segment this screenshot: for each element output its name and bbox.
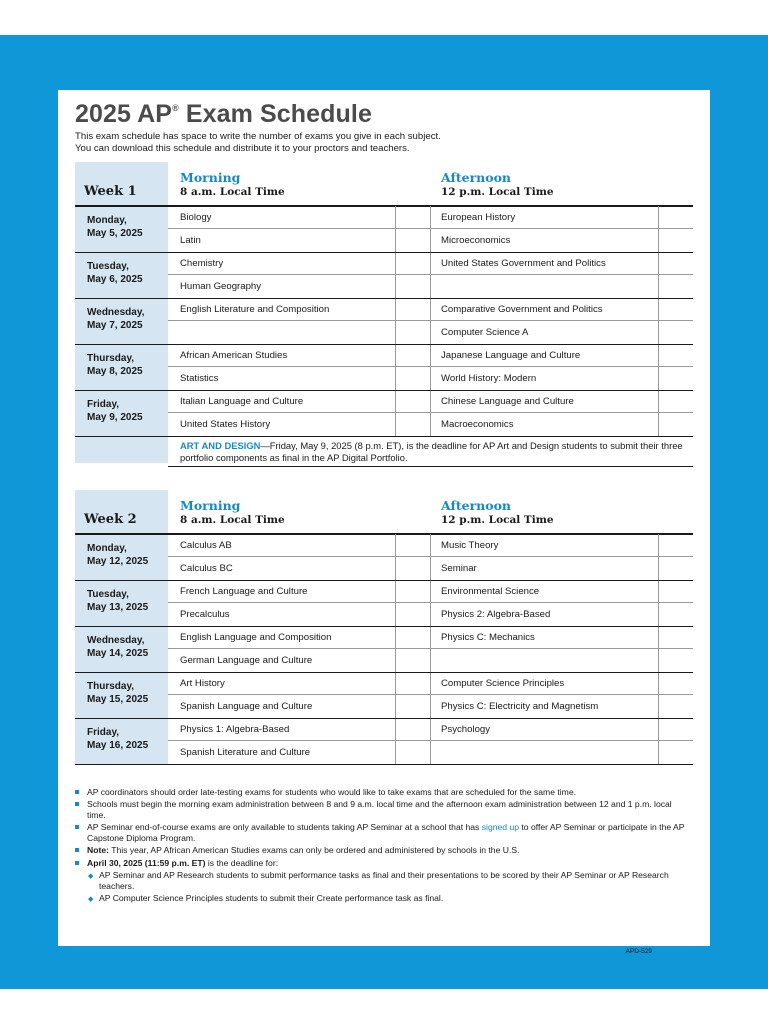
morning-title: Morning [180,170,241,185]
column-divider [395,206,396,252]
morning-count-box[interactable] [397,603,429,626]
day-rule [75,626,693,627]
morning-exam: Calculus BC [180,563,233,574]
schedule-page [58,90,710,955]
morning-header [180,498,285,527]
day-label [87,214,165,240]
day-name: Tuesday, [87,261,129,272]
table-bottom-rule [168,466,693,467]
art-design-text: —Friday, May 9, 2025 (8 p.m. ET), is the deadline for AP Art and Design students to submit their three portfolio components as final in the AP Digital Portfolio. [180,440,683,463]
morning-count-box[interactable] [397,344,429,367]
day-label [87,352,165,378]
sub-note-text: AP Computer Science Principles students to submit their Create performance task as final. [99,893,444,904]
note-late-testing [75,787,690,798]
column-divider [395,252,396,298]
afternoon-count-box[interactable] [658,534,692,557]
afternoon-exam: European History [441,212,516,223]
column-divider [395,626,396,672]
morning-exam: English Language and Composition [180,632,332,643]
notes-list [75,787,690,905]
day-row [75,718,693,764]
afternoon-count-box[interactable] [658,344,692,367]
afternoon-count-box[interactable] [658,672,692,695]
morning-count-box[interactable] [397,741,429,764]
morning-time: 8 a.m. Local Time [180,514,285,526]
afternoon-exam: Chinese Language and Culture [441,396,574,407]
note-text: Schools must begin the morning exam administration between 8 and 9 a.m. local time and the afternoon exam administration between 12 and 1 p.m. local time. [87,799,672,821]
column-divider [430,344,431,390]
day-rule [75,390,693,391]
sub-note-text: AP Seminar and AP Research students to submit performance tasks as final and their presentations to be scored by their AP Seminar or AP Research teachers. [99,870,669,891]
afternoon-exam [441,741,656,764]
week-2-table [75,490,693,764]
column-divider [430,298,431,344]
day-row [75,626,693,672]
afternoon-count-box[interactable] [658,206,692,229]
title-main: 2025 AP [75,100,173,128]
afternoon-count-box[interactable] [658,390,692,413]
morning-exam: United States History [180,419,271,430]
column-divider [395,298,396,344]
column-divider [658,390,659,436]
column-divider [658,534,659,580]
column-divider [658,206,659,252]
morning-exam: Spanish Language and Culture [180,701,313,712]
afternoon-exam: Environmental Science [441,586,540,597]
morning-exam: German Language and Culture [180,655,313,666]
morning-count-box[interactable] [397,580,429,603]
morning-exam: Art History [180,678,225,689]
morning-exam: Physics 1: Algebra-Based [180,724,290,735]
intro-text [75,131,675,155]
note-african-american-studies [75,845,690,856]
morning-exam: African American Studies [180,350,288,361]
week-1-table [75,162,693,463]
day-name: Friday, [87,399,120,410]
day-row [75,206,693,252]
column-divider [658,672,659,718]
note-text: to offer AP Seminar or participate in the AP Capstone Diploma Program. [87,822,685,844]
morning-count-box[interactable] [397,626,429,649]
day-date: May 8, 2025 [87,366,143,377]
afternoon-count-box[interactable] [658,603,692,626]
column-divider [395,534,396,580]
morning-exam: Chemistry [180,258,224,269]
column-divider [658,252,659,298]
day-row [75,252,693,298]
day-label [87,726,165,752]
day-rule [75,252,693,253]
day-name: Wednesday, [87,635,145,646]
afternoon-count-box[interactable] [658,229,692,252]
note-text: AP Seminar end-of-course exams are only available to students taking AP Seminar at a school that has [87,822,482,833]
day-date: May 15, 2025 [87,694,149,705]
day-date: May 6, 2025 [87,274,143,285]
afternoon-exam: Japanese Language and Culture [441,350,581,361]
afternoon-title: Afternoon [441,170,512,185]
bullet-square-icon [75,790,79,794]
day-date: May 16, 2025 [87,740,149,751]
morning-exam: Precalculus [180,609,230,620]
day-name: Tuesday, [87,589,129,600]
morning-count-box[interactable] [397,557,429,580]
afternoon-exam: Physics C: Electricity and Magnetism [441,701,599,712]
morning-count-box[interactable] [397,718,429,741]
day-date: May 7, 2025 [87,320,143,331]
day-row [75,534,693,580]
column-divider [395,344,396,390]
day-rule [75,764,693,765]
note-text: is the deadline for: [205,857,279,868]
column-divider [658,580,659,626]
afternoon-count-box[interactable] [658,626,692,649]
bullet-square-icon [75,802,79,806]
morning-count-box[interactable] [397,672,429,695]
afternoon-exam: Computer Science Principles [441,678,565,689]
morning-exam: English Literature and Composition [180,304,330,315]
afternoon-exam: Psychology [441,724,491,735]
diamond-bullet-icon: ◆ [88,873,94,881]
morning-exam: Spanish Literature and Culture [180,747,311,758]
intro-line-1: This exam schedule has space to write the number of exams you give in each subject. [75,131,441,142]
day-date: May 14, 2025 [87,648,149,659]
afternoon-exam: Macroeconomics [441,419,514,430]
deadline-date: April 30, 2025 (11:59 p.m. ET) [87,857,206,868]
morning-count-box[interactable] [397,206,429,229]
morning-exam: Human Geography [180,281,262,292]
day-name: Monday, [87,215,127,226]
day-row [75,298,693,344]
bullet-square-icon [75,861,79,865]
day-label [87,398,165,424]
day-label [87,306,165,332]
column-divider [395,580,396,626]
week-label: Week 2 [84,512,137,527]
afternoon-exam: Computer Science A [441,327,529,338]
afternoon-count-box[interactable] [658,275,692,298]
document-code: APD-529 [625,948,652,955]
column-divider [430,252,431,298]
day-rule [75,580,693,581]
art-design-label: ART AND DESIGN [180,440,261,451]
morning-header [180,170,285,199]
note-ap-seminar [75,822,690,844]
morning-exam: Latin [180,235,201,246]
afternoon-count-box[interactable] [658,718,692,741]
day-label [87,260,165,286]
column-divider [395,390,396,436]
column-divider [658,298,659,344]
morning-exam: Biology [180,212,212,223]
morning-exam [180,321,395,344]
title-rest: Exam Schedule [178,100,372,128]
note-april-deadline [75,858,690,869]
note-text: AP coordinators should order late-testing exams for students who would like to take exams that are scheduled for the same time. [87,787,576,797]
morning-exam: Italian Language and Culture [180,396,304,407]
day-rule [75,436,693,437]
column-divider [430,206,431,252]
column-divider [430,718,431,764]
morning-time: 8 a.m. Local Time [180,186,285,198]
afternoon-time: 12 p.m. Local Time [441,186,554,198]
column-divider [430,580,431,626]
afternoon-header [441,170,554,199]
morning-count-box[interactable] [397,534,429,557]
morning-count-box[interactable] [397,695,429,718]
day-date: May 5, 2025 [87,228,143,239]
day-name: Monday, [87,543,127,554]
day-rule [75,718,693,719]
note-label: Note: [87,845,109,856]
day-rule [75,298,693,299]
day-label [87,542,165,568]
note-start-times [75,799,690,821]
afternoon-exam: Music Theory [441,540,499,551]
afternoon-count-box[interactable] [658,413,692,436]
morning-count-box[interactable] [397,229,429,252]
afternoon-exam: World History: Modern [441,373,537,384]
column-divider [658,718,659,764]
afternoon-title: Afternoon [441,498,512,513]
afternoon-time: 12 p.m. Local Time [441,514,554,526]
afternoon-exam [441,275,656,298]
day-label [87,634,165,660]
day-date: May 13, 2025 [87,602,149,613]
afternoon-exam: Microeconomics [441,235,511,246]
morning-count-box[interactable] [397,649,429,672]
column-divider [395,672,396,718]
afternoon-exam: Physics 2: Algebra-Based [441,609,551,620]
intro-line-2: You can download this schedule and distribute it to your proctors and teachers. [75,143,410,154]
day-row [75,580,693,626]
week-label: Week 1 [84,184,137,199]
morning-exam: Calculus AB [180,540,232,551]
day-label [87,680,165,706]
day-row [75,672,693,718]
morning-count-box[interactable] [397,275,429,298]
morning-count-box[interactable] [397,413,429,436]
day-name: Thursday, [87,681,135,692]
afternoon-exam [441,649,656,672]
morning-count-box[interactable] [397,298,429,321]
morning-count-box[interactable] [397,367,429,390]
day-label [87,588,165,614]
column-divider [658,626,659,672]
column-divider [395,718,396,764]
column-divider [430,626,431,672]
afternoon-count-box[interactable] [658,321,692,344]
column-divider [430,534,431,580]
column-divider [658,344,659,390]
sub-note-csp [75,893,690,904]
afternoon-exam: Comparative Government and Politics [441,304,603,315]
column-divider [430,390,431,436]
day-rule [75,672,693,673]
bullet-square-icon [75,825,79,829]
afternoon-count-box[interactable] [658,649,692,672]
day-name: Friday, [87,727,120,738]
afternoon-header [441,498,554,527]
note-text: This year, AP African American Studies exams can only be ordered and administered by schools in the U.S. [108,845,520,856]
afternoon-count-box[interactable] [658,695,692,718]
day-date: May 9, 2025 [87,412,143,423]
afternoon-exam: Seminar [441,563,477,574]
morning-count-box[interactable] [397,252,429,275]
afternoon-count-box[interactable] [658,741,692,764]
page-title [75,100,372,129]
afternoon-count-box[interactable] [658,298,692,321]
art-design-note [180,440,690,463]
signed-up-link[interactable]: signed up [481,822,520,833]
afternoon-count-box[interactable] [658,252,692,275]
day-rule [75,344,693,345]
day-name: Thursday, [87,353,135,364]
diamond-bullet-icon: ◆ [88,896,94,904]
afternoon-exam: Physics C: Mechanics [441,632,535,643]
sub-note-seminar-research [75,870,690,892]
morning-title: Morning [180,498,241,513]
morning-count-box[interactable] [397,321,429,344]
morning-count-box[interactable] [397,390,429,413]
day-date: May 12, 2025 [87,556,149,567]
morning-exam: French Language and Culture [180,586,308,597]
afternoon-count-box[interactable] [658,367,692,390]
registered-mark: ® [172,103,179,113]
day-name: Wednesday, [87,307,145,318]
afternoon-count-box[interactable] [658,557,692,580]
bullet-square-icon [75,848,79,852]
day-row [75,344,693,390]
column-divider [430,672,431,718]
afternoon-count-box[interactable] [658,580,692,603]
morning-exam: Statistics [180,373,219,384]
afternoon-exam: United States Government and Politics [441,258,606,269]
day-row [75,390,693,436]
